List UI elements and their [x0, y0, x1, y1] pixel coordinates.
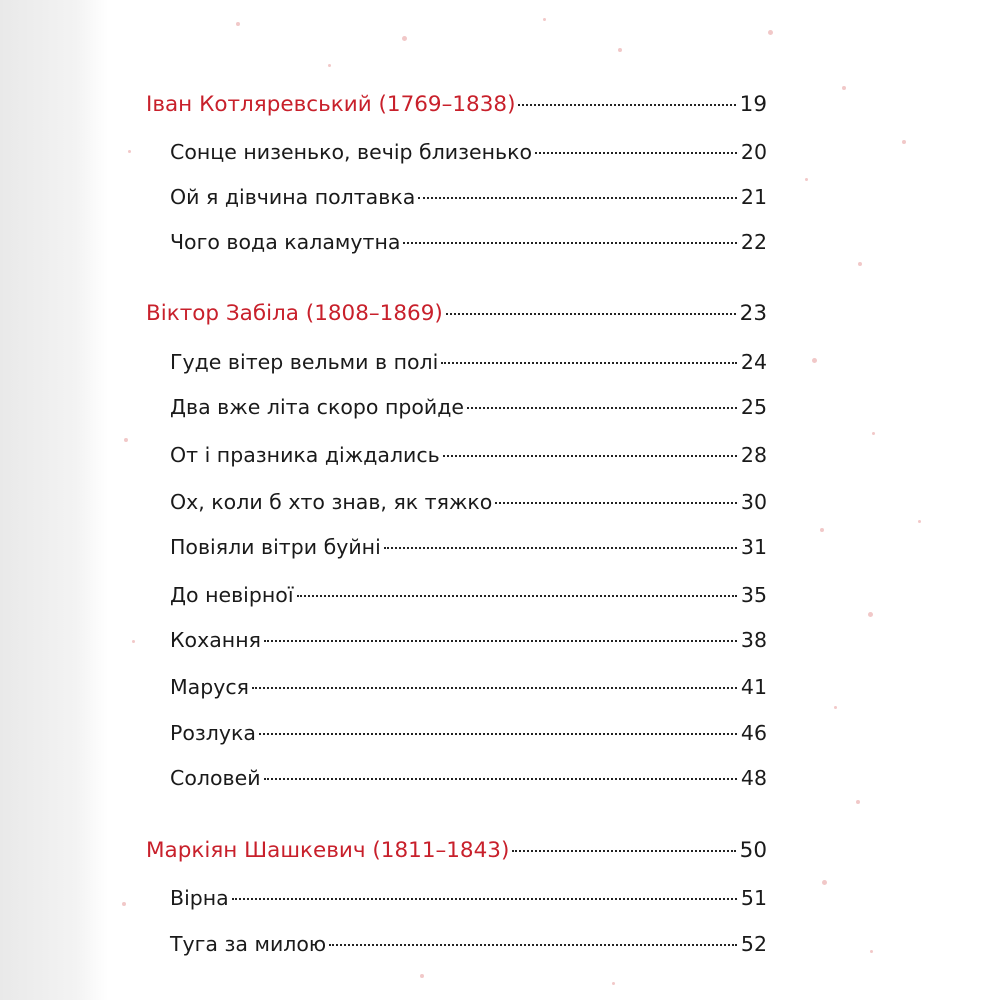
work-title: До невірної	[170, 583, 294, 607]
toc-work-entry[interactable]	[170, 766, 767, 800]
toc-author-entry[interactable]	[146, 838, 767, 872]
work-title: Туга за милою	[170, 932, 327, 956]
dot-leader	[329, 944, 737, 946]
page-number: 19	[739, 92, 767, 117]
toc-work-entry[interactable]	[170, 932, 767, 966]
page-number: 24	[740, 350, 767, 374]
dot-leader	[495, 502, 737, 504]
toc-work-entry[interactable]	[170, 535, 767, 569]
page-number: 35	[740, 583, 767, 607]
page-number: 52	[740, 932, 767, 956]
toc-work-entry[interactable]	[170, 140, 767, 174]
dot-leader	[518, 104, 735, 106]
toc-work-entry[interactable]	[170, 185, 767, 219]
dot-leader	[232, 898, 737, 900]
page-number: 20	[740, 140, 767, 164]
work-title: Ой я дівчина полтавка	[170, 185, 416, 209]
dot-leader	[252, 687, 737, 689]
page-number: 25	[740, 395, 767, 419]
dot-leader	[403, 242, 736, 244]
page-number: 28	[740, 443, 767, 467]
page-number: 50	[739, 838, 767, 863]
dot-leader	[264, 640, 737, 642]
dot-leader	[384, 547, 737, 549]
page-number: 38	[740, 628, 767, 652]
toc-work-entry[interactable]	[170, 350, 767, 384]
work-title: Чого вода каламутна	[170, 230, 401, 254]
work-title: Кохання	[170, 628, 261, 652]
author-name: Віктор Забіла (1808–1869)	[146, 301, 443, 326]
toc-author-entry[interactable]	[146, 301, 767, 335]
work-title: От і празника діждались	[170, 443, 440, 467]
toc-work-entry[interactable]	[170, 443, 767, 477]
dot-leader	[535, 152, 737, 154]
toc-work-entry[interactable]	[170, 628, 767, 662]
work-title: Два вже літа скоро пройде	[170, 395, 465, 419]
author-name: Маркіян Шашкевич (1811–1843)	[146, 838, 510, 863]
page-number: 48	[740, 766, 767, 790]
dot-leader	[259, 733, 737, 735]
toc-work-entry[interactable]	[170, 886, 767, 920]
toc-work-entry[interactable]	[170, 490, 767, 524]
dot-leader	[297, 595, 737, 597]
dot-leader	[446, 313, 736, 315]
dot-leader	[467, 407, 737, 409]
page-number: 23	[739, 301, 767, 326]
page-number: 41	[740, 675, 767, 699]
toc-work-entry[interactable]	[170, 395, 767, 429]
work-title: Вірна	[170, 886, 229, 910]
work-title: Розлука	[170, 721, 256, 745]
dot-leader	[443, 455, 737, 457]
work-title: Гуде вітер вельми в полі	[170, 350, 439, 374]
page-number: 22	[740, 230, 767, 254]
toc-work-entry[interactable]	[170, 583, 767, 617]
dot-leader	[512, 850, 735, 852]
work-title: Ох, коли б хто знав, як тяжко	[170, 490, 493, 514]
author-name: Іван Котляревський (1769–1838)	[146, 92, 516, 117]
toc-author-entry[interactable]	[146, 92, 767, 126]
dot-leader	[441, 362, 737, 364]
dot-leader	[418, 197, 737, 199]
page-number: 30	[740, 490, 767, 514]
work-title: Сонце низенько, вечір близенько	[170, 140, 533, 164]
page-number: 31	[740, 535, 767, 559]
page-number: 46	[740, 721, 767, 745]
work-title: Соловей	[170, 766, 261, 790]
toc-work-entry[interactable]	[170, 721, 767, 755]
page-number: 21	[740, 185, 767, 209]
work-title: Повіяли вітри буйні	[170, 535, 381, 559]
page-number: 51	[740, 886, 767, 910]
dot-leader	[264, 778, 737, 780]
toc-work-entry[interactable]	[170, 675, 767, 709]
work-title: Маруся	[170, 675, 249, 699]
toc-work-entry[interactable]	[170, 230, 767, 264]
